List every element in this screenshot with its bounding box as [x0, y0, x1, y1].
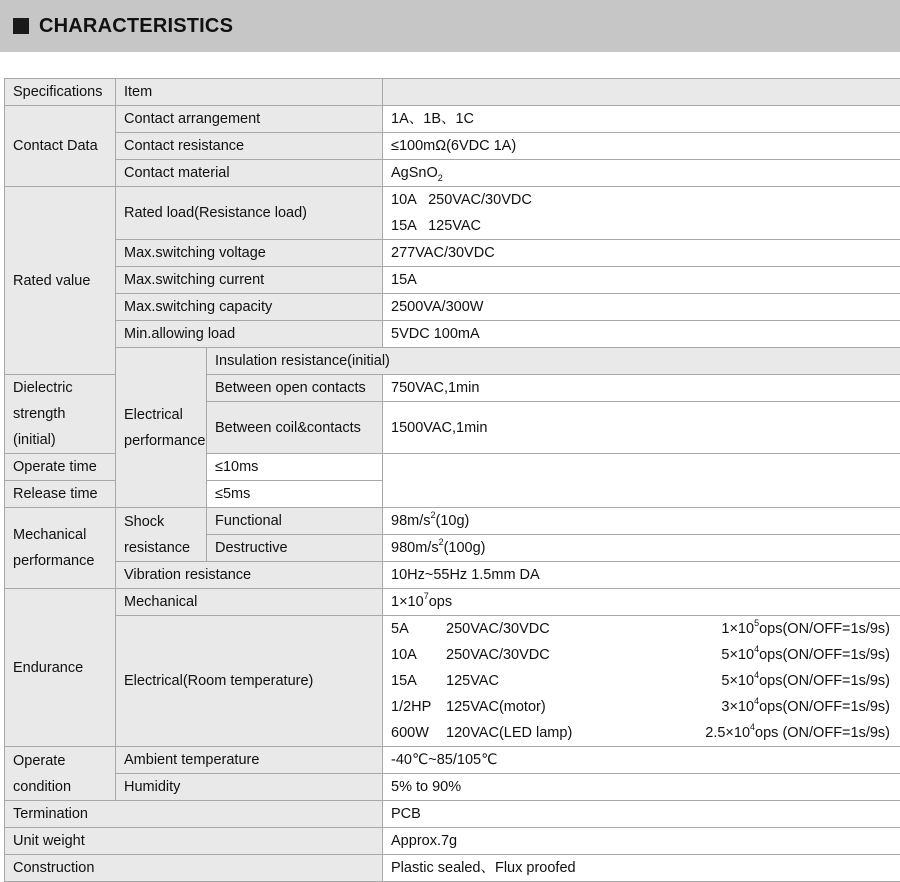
- group-mechanical-performance: [5, 508, 116, 589]
- item-label: Unit weight: [5, 828, 383, 855]
- table-row: [5, 187, 900, 240]
- ops-superscript: 4: [754, 670, 759, 680]
- endurance-line: [391, 694, 890, 720]
- item-label: Vibration resistance: [116, 562, 383, 589]
- item-value: Plastic sealed、Flux proofed: [383, 855, 900, 882]
- table-row: [5, 747, 900, 774]
- group-contact-data: Contact Data: [5, 106, 116, 187]
- item-value: 5VDC 100mA: [383, 321, 900, 348]
- ops-base: 5×10: [721, 647, 754, 663]
- label-line: (initial): [13, 427, 107, 453]
- label-line: Shock: [124, 509, 198, 535]
- group-line: Electrical: [124, 402, 198, 428]
- value-tail: (10g): [436, 513, 470, 529]
- endurance-line: [391, 668, 890, 694]
- item-value: 1500VAC,1min: [383, 402, 900, 454]
- ops-base: 3×10: [721, 699, 754, 715]
- table-row: [5, 481, 900, 508]
- endurance-line: [391, 616, 890, 642]
- sub-item-label: Between open contacts: [207, 375, 383, 402]
- item-label: Ambient temperature: [116, 747, 383, 774]
- item-label: Rated load(Resistance load): [116, 187, 383, 240]
- item-value: Approx.7g: [383, 828, 900, 855]
- endurance-ops: [721, 694, 890, 720]
- table-row: [5, 240, 900, 267]
- ops-tail: ops(ON/OFF=1s/9s): [759, 621, 890, 637]
- ops-base: 5×10: [721, 673, 754, 689]
- section-header: [0, 0, 900, 52]
- item-value: -40℃~85/105℃: [383, 747, 900, 774]
- item-value: 277VAC/30VDC: [383, 240, 900, 267]
- ops-superscript: 4: [750, 722, 755, 732]
- value-superscript: 2: [431, 510, 436, 520]
- ops-base: 1×10: [721, 621, 754, 637]
- endurance-current: 5A: [391, 616, 446, 642]
- endurance-ops: [705, 720, 890, 746]
- table-row: [5, 828, 900, 855]
- item-label: Max.switching capacity: [116, 294, 383, 321]
- ops-base: 2.5×10: [705, 725, 750, 741]
- table-header-row: [5, 79, 900, 106]
- table-row: [5, 348, 900, 375]
- item-label: Contact material: [116, 160, 383, 187]
- item-value: [383, 508, 900, 535]
- group-line: performance: [13, 548, 107, 574]
- table-row: [5, 855, 900, 882]
- table-row: [5, 294, 900, 321]
- item-label: Construction: [5, 855, 383, 882]
- ops-superscript: 5: [754, 618, 759, 628]
- item-label: Contact arrangement: [116, 106, 383, 133]
- table-row: [5, 774, 900, 801]
- item-value: [383, 535, 900, 562]
- item-label: Contact resistance: [116, 133, 383, 160]
- sub-item-label: Destructive: [207, 535, 383, 562]
- table-row: [5, 562, 900, 589]
- table-row: [5, 454, 900, 481]
- endurance-current: 15A: [391, 668, 446, 694]
- ops-superscript: 4: [754, 696, 759, 706]
- ops-tail: ops (ON/OFF=1s/9s): [755, 725, 890, 741]
- header-value: [383, 79, 900, 106]
- sub-item-label: Between coil&contacts: [207, 402, 383, 454]
- item-label: Insulation resistance(initial): [207, 348, 900, 375]
- dielectric-strength-label: [5, 375, 116, 454]
- endurance-line: [391, 642, 890, 668]
- endurance-current: 600W: [391, 720, 446, 746]
- item-value: 5% to 90%: [383, 774, 900, 801]
- endurance-line: [391, 720, 890, 746]
- endurance-load: 250VAC/30VDC: [446, 642, 721, 668]
- value-subscript: 2: [438, 173, 443, 183]
- endurance-ops: [721, 668, 890, 694]
- group-line: performance: [124, 428, 198, 454]
- item-label: Max.switching current: [116, 267, 383, 294]
- value-base: 1×10: [391, 594, 424, 610]
- ops-tail: ops(ON/OFF=1s/9s): [759, 673, 890, 689]
- ops-superscript: 4: [754, 644, 759, 654]
- characteristics-table: [4, 78, 900, 882]
- group-line: Operate: [13, 748, 107, 774]
- value-base: 98m/s: [391, 513, 431, 529]
- table-row: [5, 133, 900, 160]
- ops-tail: ops(ON/OFF=1s/9s): [759, 647, 890, 663]
- item-value: [383, 187, 900, 240]
- group-endurance: Endurance: [5, 589, 116, 747]
- item-value: 2500VA/300W: [383, 294, 900, 321]
- table-row: [5, 616, 900, 747]
- item-label: Mechanical: [116, 589, 383, 616]
- table-row: [5, 801, 900, 828]
- item-label: Operate time: [5, 454, 207, 481]
- ops-tail: ops(ON/OFF=1s/9s): [759, 699, 890, 715]
- item-label: Termination: [5, 801, 383, 828]
- shock-resistance-label: [116, 508, 207, 562]
- item-value: 750VAC,1min: [383, 375, 900, 402]
- value-line: 10A 250VAC/30VDC: [391, 187, 892, 213]
- item-value: [383, 589, 900, 616]
- value-line: 15A 125VAC: [391, 213, 892, 239]
- label-line: resistance: [124, 535, 198, 561]
- item-value: PCB: [383, 801, 900, 828]
- endurance-load: 125VAC: [446, 668, 721, 694]
- value-tail: ops: [429, 594, 452, 610]
- endurance-current: 1/2HP: [391, 694, 446, 720]
- table-row: [5, 321, 900, 348]
- table-row: [5, 160, 900, 187]
- table-row: [5, 508, 900, 535]
- endurance-load: 250VAC/30VDC: [446, 616, 721, 642]
- item-value: ≤100mΩ(6VDC 1A): [383, 133, 900, 160]
- value-tail: (100g): [444, 540, 486, 556]
- label-line: Dielectric: [13, 375, 107, 401]
- endurance-current: 10A: [391, 642, 446, 668]
- value-base: AgSnO: [391, 165, 438, 181]
- table-row: [5, 589, 900, 616]
- item-value: 10Hz~55Hz 1.5mm DA: [383, 562, 900, 589]
- item-value: [383, 160, 900, 187]
- sub-item-label: Functional: [207, 508, 383, 535]
- item-value: 1A、1B、1C: [383, 106, 900, 133]
- section-title: CHARACTERISTICS: [39, 15, 233, 38]
- value-superscript: 7: [424, 591, 429, 601]
- item-label: Min.allowing load: [116, 321, 383, 348]
- endurance-ops: [721, 616, 890, 642]
- item-value: ≤5ms: [207, 481, 383, 508]
- group-rated-value: Rated value: [5, 187, 116, 375]
- item-label: Electrical(Room temperature): [116, 616, 383, 747]
- header-specifications: Specifications: [5, 79, 116, 106]
- endurance-load: 120VAC(LED lamp): [446, 720, 705, 746]
- item-label: Max.switching voltage: [116, 240, 383, 267]
- item-value: ≤10ms: [207, 454, 383, 481]
- electrical-endurance-values: [383, 616, 900, 747]
- value-base: 980m/s: [391, 540, 439, 556]
- group-line: Mechanical: [13, 522, 107, 548]
- table-row: [5, 106, 900, 133]
- endurance-ops: [721, 642, 890, 668]
- value-superscript: 2: [439, 537, 444, 547]
- endurance-load: 125VAC(motor): [446, 694, 721, 720]
- label-line: strength: [13, 401, 107, 427]
- group-operate-condition: [5, 747, 116, 801]
- group-line: condition: [13, 774, 107, 800]
- square-bullet-icon: [13, 18, 29, 34]
- item-label: Release time: [5, 481, 207, 508]
- item-value: 15A: [383, 267, 900, 294]
- header-item: Item: [116, 79, 383, 106]
- table-row: [5, 267, 900, 294]
- item-label: Humidity: [116, 774, 383, 801]
